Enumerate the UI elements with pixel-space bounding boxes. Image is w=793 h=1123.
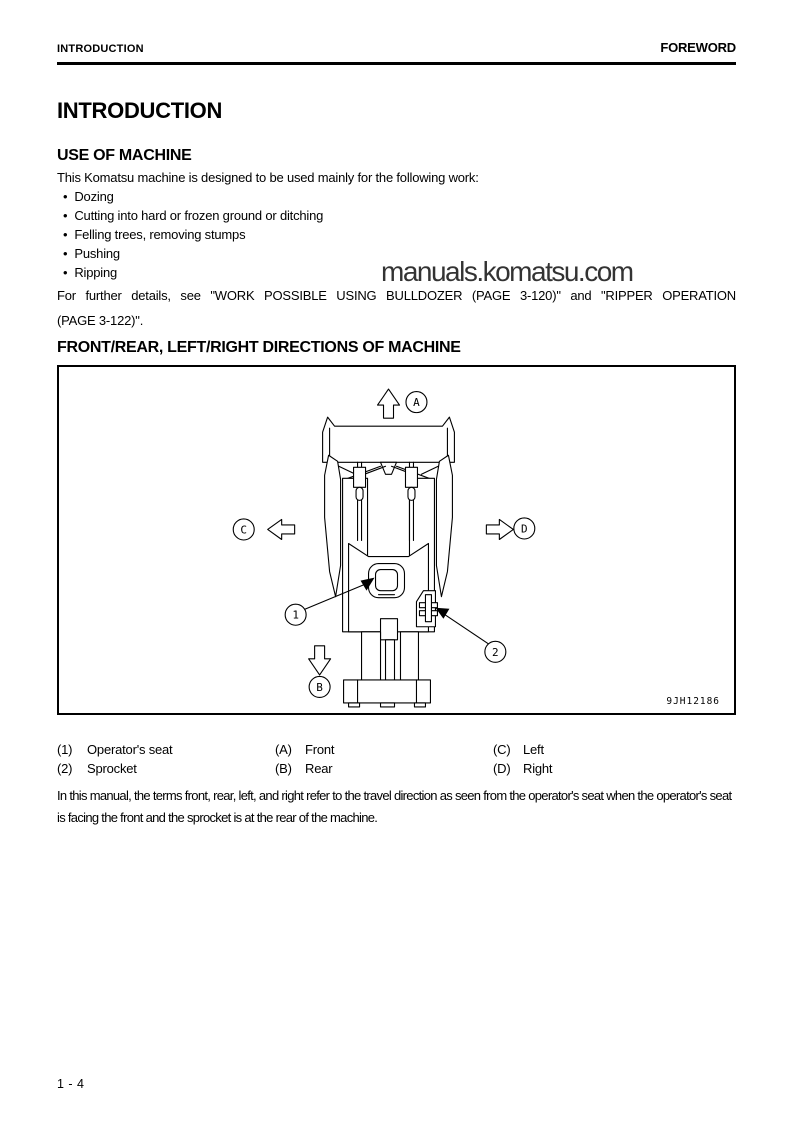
legend-label: Front (305, 742, 335, 757)
right-cylinder-cap (408, 487, 415, 500)
work-item-ripping: • Ripping (63, 263, 736, 282)
ripper-foot-right (414, 703, 425, 707)
rear-direction-arrow (309, 646, 331, 675)
work-item-cutting: • Cutting into hard or frozen ground or ditching (63, 206, 736, 225)
further-details-line2: (PAGE 3-122)". (57, 313, 144, 328)
right-cylinder (405, 467, 417, 487)
left-direction-arrow (268, 519, 295, 539)
left-cylinder (354, 467, 366, 487)
directions-note: In this manual, the terms front, rear, left, and right refer to the travel direction as seen from the operator's seat when the operator's seat is facing the front and the sprocket is at the rear of the machine. (57, 788, 732, 825)
directions-figure (57, 365, 736, 715)
further-details-line1: For further details, see "WORK POSSIBLE USING BULLDOZER (PAGE 3-120)" and "RIPPER OPERATION (57, 288, 736, 303)
label-a: A (413, 396, 420, 410)
figure-legend (57, 740, 736, 778)
ripper-foot-center (381, 703, 395, 707)
right-track (436, 455, 452, 596)
legend-label: Left (523, 742, 544, 757)
left-cylinder-rod-top (358, 462, 362, 467)
header-section-label: INTRODUCTION (57, 43, 144, 55)
label-d: D (521, 522, 528, 536)
blade-center-mount (381, 462, 397, 474)
front-direction-arrow (378, 389, 400, 418)
legend-item-c (493, 740, 736, 759)
legend-key: (B) (275, 761, 292, 776)
callout-2-number: 2 (492, 645, 499, 659)
use-of-machine-heading: USE OF MACHINE (57, 147, 192, 164)
ripper-foot-left (349, 703, 360, 707)
legend-key: (A) (275, 742, 292, 757)
callout-1-number: 1 (292, 608, 299, 622)
header-chapter-label: FOREWORD (660, 40, 736, 55)
operator-seat-inner (376, 570, 398, 591)
work-item-felling: • Felling trees, removing stumps (63, 225, 736, 244)
right-cylinder-rod-top (409, 462, 413, 467)
blade (323, 417, 455, 462)
legend-item-d (493, 759, 736, 778)
legend-key: (D) (493, 761, 511, 776)
running-header (57, 40, 736, 65)
legend-item-b (275, 759, 493, 778)
page-number: 1 - 4 (57, 1077, 85, 1091)
legend-label: Sprocket (87, 761, 137, 776)
sprocket-shaft (425, 595, 431, 622)
left-cylinder-cap (356, 487, 363, 500)
legend-label: Right (523, 761, 553, 776)
left-track (325, 455, 341, 596)
work-item-pushing: • Pushing (63, 244, 736, 263)
right-direction-arrow (486, 519, 513, 539)
ripper-mount (381, 619, 398, 640)
further-details (57, 283, 736, 333)
ripper-center-bar (386, 640, 395, 682)
legend-item-1 (57, 740, 275, 759)
directions-heading: FRONT/REAR, LEFT/RIGHT DIRECTIONS OF MACHINE (57, 339, 461, 356)
ripper-crossbar (344, 680, 431, 703)
legend-item-2 (57, 759, 275, 778)
bulldozer-drawing (233, 389, 720, 707)
ripper-right-beam (400, 632, 418, 682)
bulldozer-top-view-diagram (59, 367, 734, 713)
legend-label: Rear (305, 761, 333, 776)
legend-item-a (275, 740, 493, 759)
page-title: INTRODUCTION (57, 98, 223, 123)
label-b: B (316, 680, 323, 694)
ripper-left-beam (362, 632, 381, 682)
use-of-machine-lead: This Komatsu machine is designed to be used mainly for the following work: (57, 170, 479, 185)
work-item-dozing: • Dozing (63, 187, 736, 206)
legend-key: (2) (57, 761, 73, 776)
legend-label: Operator's seat (87, 742, 173, 757)
watermark: manuals.komatsu.com (381, 256, 633, 287)
legend-key: (C) (493, 742, 511, 757)
callout-2-leader (443, 614, 488, 644)
legend-key: (1) (57, 742, 73, 757)
label-c: C (240, 523, 248, 537)
figure-code: 9JH12186 (666, 695, 721, 707)
